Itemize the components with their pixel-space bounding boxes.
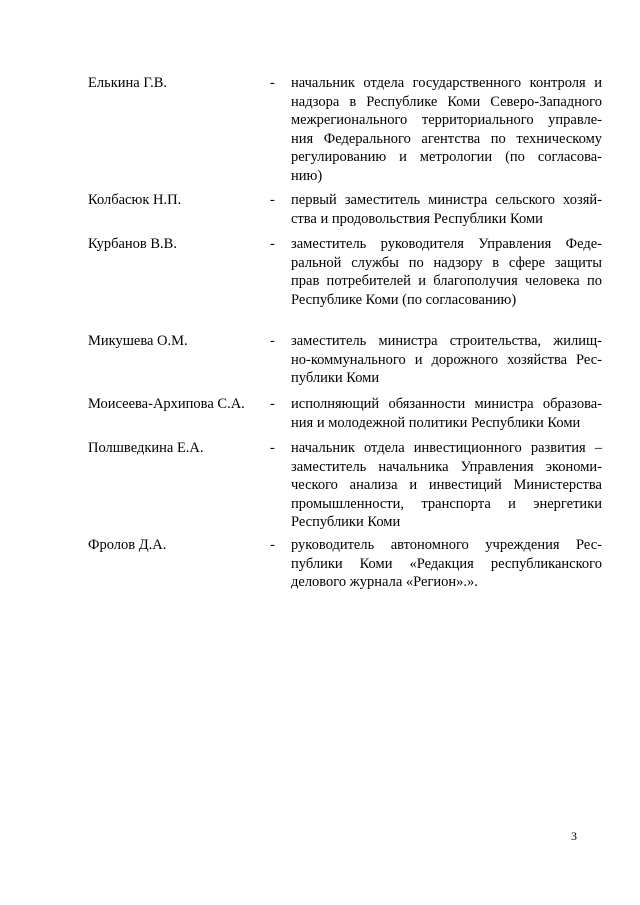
role-line: ния и молодежной политики Республики Коми	[291, 414, 581, 431]
member-name: Моисеева-Архипова С.А.	[88, 396, 245, 412]
member-dash: -	[270, 333, 275, 349]
member-role	[291, 74, 602, 186]
role-line: ральной службы по надзору в сфере защиты	[291, 254, 602, 271]
member-role	[291, 235, 602, 309]
member-name: Елькина Г.В.	[88, 75, 167, 91]
role-line: руководитель автономного учреждения Рес-	[291, 537, 602, 553]
role-line: начальник отдела государственного контроля и	[291, 75, 602, 91]
role-line: первый заместитель министра сельского хозяй-	[291, 192, 602, 208]
role-line: промышленности, транспорта и энергетики	[291, 495, 602, 512]
role-line: Республики Коми	[291, 514, 401, 531]
role-line: но-коммунального и дорожного хозяйства Рес-	[291, 351, 602, 368]
member-dash: -	[270, 537, 275, 553]
member-role	[291, 395, 602, 432]
member-dash: -	[270, 192, 275, 208]
role-line: заместитель министра строительства, жилищ-	[291, 333, 602, 349]
member-dash: -	[270, 236, 275, 252]
role-line: Республике Коми (по согласованию)	[291, 291, 517, 308]
member-name: Курбанов В.В.	[88, 236, 177, 252]
member-name: Полшведкина Е.А.	[88, 440, 204, 456]
role-line: межрегионального территориального управле-	[291, 112, 602, 129]
page-number: 3	[571, 829, 577, 843]
role-line: исполняющий обязанности министра образова-	[291, 396, 602, 412]
member-role	[291, 536, 602, 592]
member-dash: -	[270, 75, 275, 91]
role-line: ческого анализа и инвестиций Министерства	[291, 477, 602, 494]
member-role	[291, 439, 602, 532]
role-line: прав потребителей и благополучия человека по	[291, 273, 602, 290]
role-line: заместитель начальника Управления экономи-	[291, 458, 602, 475]
role-line: начальник отдела инвестиционного развития –	[291, 440, 602, 456]
role-line: ства и продовольствия Республики Коми	[291, 210, 543, 227]
member-name: Колбасюк Н.П.	[88, 192, 182, 208]
role-line: делового журнала «Регион».».	[291, 574, 478, 591]
role-line: регулированию и метрологии (по согласова-	[291, 149, 602, 166]
member-role	[291, 191, 602, 228]
role-line: нию)	[291, 167, 323, 184]
role-line: ния Федерального агентства по техническому	[291, 130, 602, 147]
member-name: Фролов Д.А.	[88, 537, 167, 553]
role-line: публики Коми	[291, 370, 380, 387]
member-dash: -	[270, 396, 275, 412]
role-line: надзора в Республике Коми Северо-Западного	[291, 93, 602, 110]
role-line: публики Коми «Редакция республиканского	[291, 555, 602, 572]
role-line: заместитель руководителя Управления Феде-	[291, 236, 602, 252]
member-dash: -	[270, 440, 275, 456]
member-name: Микушева О.М.	[88, 333, 188, 349]
member-role	[291, 332, 602, 388]
